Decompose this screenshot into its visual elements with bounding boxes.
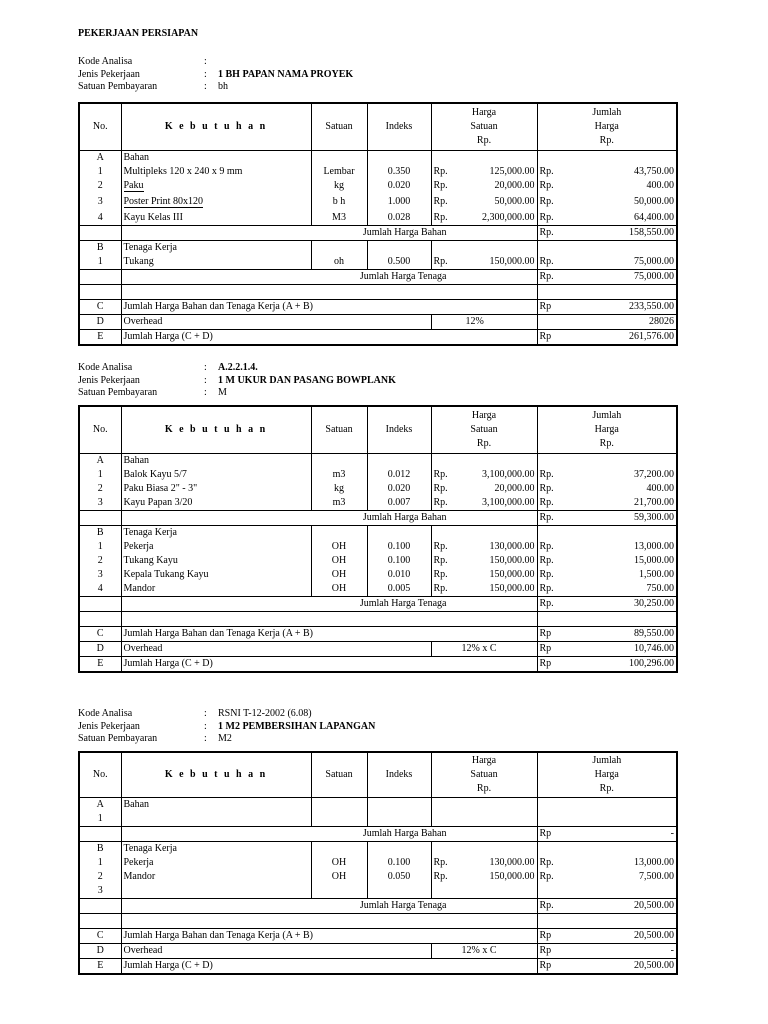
currency: Rp <box>537 959 563 975</box>
section-letter: B <box>79 241 121 256</box>
item-total: 400.00 <box>563 179 677 193</box>
table-row <box>79 812 677 827</box>
item-name: Kayu Papan 3/20 <box>121 496 311 511</box>
total-value: 89,550.00 <box>563 627 677 642</box>
overhead-value: 28026 <box>563 315 677 330</box>
currency: Rp. <box>431 165 457 179</box>
section-letter: A <box>79 798 121 813</box>
item-name: Multipleks 120 x 240 x 9 mm <box>121 165 311 179</box>
header-harga2: Harga <box>594 769 619 780</box>
subtotal-label: Jumlah Harga Tenaga <box>121 899 537 914</box>
subtotal-value: 20,500.00 <box>563 899 677 914</box>
item-total: 75,000.00 <box>563 255 677 270</box>
item-unit: Lembar <box>311 165 367 179</box>
total-c-row <box>79 627 677 642</box>
spacer-row <box>79 612 677 627</box>
header-jumlah: Jumlah <box>592 107 622 118</box>
header-satuan: Satuan <box>311 406 367 454</box>
item-price: 130,000.00 <box>457 856 537 870</box>
currency: Rp. <box>431 211 457 226</box>
item-price: 20,000.00 <box>457 482 537 496</box>
currency: Rp. <box>537 496 563 511</box>
currency: Rp. <box>431 179 457 193</box>
subtotal-value: 158,550.00 <box>563 226 677 241</box>
header-jumlah-harga <box>537 752 677 798</box>
header-indeks: Indeks <box>367 752 431 798</box>
currency: Rp. <box>431 870 457 884</box>
spacer-row <box>79 285 677 300</box>
overhead-label: Overhead <box>121 315 431 330</box>
satuan-label: Satuan Pembayaran <box>78 387 158 398</box>
item-index: 0.020 <box>367 179 431 193</box>
header-no: No. <box>79 752 121 798</box>
section-letter: D <box>79 315 121 330</box>
total-label: Jumlah Harga Bahan dan Tenaga Kerja (A + B) <box>121 627 537 642</box>
item-index: 0.350 <box>367 165 431 179</box>
section-letter: B <box>79 526 121 541</box>
item-no: 1 <box>79 255 121 270</box>
item-index: 0.010 <box>367 568 431 582</box>
currency: Rp. <box>537 211 563 226</box>
subtotal-value: 59,300.00 <box>563 511 677 526</box>
colon: : <box>204 708 207 719</box>
currency: Rp. <box>537 226 563 241</box>
subtotal-bahan-row <box>79 511 677 526</box>
kode-label: Kode Analisa <box>78 708 133 719</box>
item-total: 43,750.00 <box>563 165 677 179</box>
currency: Rp. <box>537 899 563 914</box>
header-harga: Harga <box>471 107 497 118</box>
item-price: 3,100,000.00 <box>457 468 537 482</box>
item-index: 0.012 <box>367 468 431 482</box>
currency: Rp. <box>431 856 457 870</box>
item-total: 750.00 <box>563 582 677 597</box>
subtotal-value: - <box>563 827 677 842</box>
table-row <box>79 582 677 597</box>
item-no: 3 <box>79 568 121 582</box>
section-title: Bahan <box>121 798 311 813</box>
colon: : <box>204 374 207 386</box>
item-name: Pekerja <box>121 856 311 870</box>
header-jumlah-harga <box>537 406 677 454</box>
table-row <box>79 884 677 899</box>
item-total: 13,000.00 <box>563 856 677 870</box>
item-total: 50,000.00 <box>563 193 677 211</box>
currency: Rp <box>537 330 563 346</box>
jenis-label: Jenis Pekerjaan <box>78 374 140 386</box>
header-harga2: Harga <box>594 121 619 132</box>
section-a-row <box>79 454 677 469</box>
currency: Rp. <box>537 179 563 193</box>
header-harga: Harga <box>471 755 497 766</box>
item-price: 3,100,000.00 <box>457 496 537 511</box>
currency: Rp. <box>431 468 457 482</box>
item-price: 130,000.00 <box>457 540 537 554</box>
table-row <box>79 870 677 884</box>
item-index: 0.100 <box>367 554 431 568</box>
subtotal-value: 75,000.00 <box>563 270 677 285</box>
grand-total-value: 20,500.00 <box>563 959 677 975</box>
table-row <box>79 856 677 870</box>
currency: Rp. <box>537 856 563 870</box>
satuan-label: Satuan Pembayaran <box>78 81 158 92</box>
header-satuan2: Satuan <box>470 121 498 132</box>
currency: Rp <box>537 827 563 842</box>
currency: Rp. <box>537 270 563 285</box>
table-row <box>79 496 677 511</box>
item-price: 2,300,000.00 <box>457 211 537 226</box>
subtotal-tenaga-row <box>79 899 677 914</box>
currency: Rp. <box>537 482 563 496</box>
item-name: Tukang Kayu <box>121 554 311 568</box>
jenis-value: 1 M2 PEMBERSIHAN LAPANGAN <box>218 720 376 732</box>
item-total: 7,500.00 <box>563 870 677 884</box>
currency: Rp. <box>537 870 563 884</box>
item-no: 3 <box>79 193 121 211</box>
colon: : <box>204 68 207 80</box>
item-total: 1,500.00 <box>563 568 677 582</box>
section-letter: C <box>79 627 121 642</box>
colon: : <box>204 362 207 373</box>
item-total: 64,400.00 <box>563 211 677 226</box>
currency: Rp. <box>431 193 457 211</box>
currency: Rp. <box>537 554 563 568</box>
overhead-label: Overhead <box>121 944 431 959</box>
item-name <box>121 179 311 193</box>
item-price: 150,000.00 <box>457 870 537 884</box>
section-a-row <box>79 798 677 813</box>
currency: Rp. <box>537 568 563 582</box>
overhead-percent: 12% x C <box>431 944 537 959</box>
table-row <box>79 255 677 270</box>
subtotal-label: Jumlah Harga Bahan <box>121 226 537 241</box>
header-satuan2: Satuan <box>470 769 498 780</box>
satuan-value: M2 <box>218 733 232 744</box>
jenis-label: Jenis Pekerjaan <box>78 68 140 80</box>
subtotal-bahan-row <box>79 827 677 842</box>
item-price: 150,000.00 <box>457 582 537 597</box>
header-jumlah: Jumlah <box>592 755 622 766</box>
item-name-text: Poster Print 80x120 <box>123 196 203 207</box>
jenis-label: Jenis Pekerjaan <box>78 720 140 732</box>
item-price: 150,000.00 <box>457 554 537 568</box>
currency: Rp. <box>431 568 457 582</box>
currency: Rp. <box>431 482 457 496</box>
item-no: 3 <box>79 496 121 511</box>
item-no: 2 <box>79 482 121 496</box>
total-e-row <box>79 330 677 346</box>
table-row <box>79 554 677 568</box>
grand-total-value: 261,576.00 <box>563 330 677 346</box>
analysis-meta-3 <box>78 708 678 746</box>
header-jumlah: Jumlah <box>592 410 622 421</box>
header-no: No. <box>79 103 121 151</box>
item-index: 0.020 <box>367 482 431 496</box>
table-row <box>79 179 677 193</box>
header-rp2: Rp. <box>599 438 614 449</box>
section-title: Bahan <box>121 151 311 166</box>
section-title: Tenaga Kerja <box>121 526 311 541</box>
header-harga-satuan <box>431 103 537 151</box>
subtotal-tenaga-row <box>79 270 677 285</box>
currency: Rp <box>537 944 563 959</box>
grand-total-value: 100,296.00 <box>563 657 677 673</box>
item-name: Pekerja <box>121 540 311 554</box>
item-name: Balok Kayu 5/7 <box>121 468 311 482</box>
item-name: Mandor <box>121 582 311 597</box>
currency: Rp <box>537 300 563 315</box>
section-letter: D <box>79 944 121 959</box>
total-c-row <box>79 300 677 315</box>
analysis-meta-2 <box>78 362 678 400</box>
item-no: 2 <box>79 179 121 193</box>
currency: Rp. <box>537 582 563 597</box>
total-value: 233,550.00 <box>563 300 677 315</box>
kode-label: Kode Analisa <box>78 56 133 67</box>
total-label: Jumlah Harga Bahan dan Tenaga Kerja (A + B) <box>121 300 537 315</box>
jenis-value: 1 BH PAPAN NAMA PROYEK <box>218 68 354 80</box>
table-row <box>79 540 677 554</box>
item-no: 1 <box>79 856 121 870</box>
item-index: 0.028 <box>367 211 431 226</box>
currency: Rp. <box>431 554 457 568</box>
total-e-row <box>79 959 677 975</box>
section-letter: A <box>79 151 121 166</box>
item-index: 0.050 <box>367 870 431 884</box>
header-harga: Harga <box>471 410 497 421</box>
header-kebutuhan: K e b u t u h a n <box>121 103 311 151</box>
header-jumlah-harga <box>537 103 677 151</box>
item-no: 1 <box>79 468 121 482</box>
currency: Rp. <box>537 597 563 612</box>
item-index: 0.007 <box>367 496 431 511</box>
section-title: Tenaga Kerja <box>121 842 311 857</box>
item-total: 37,200.00 <box>563 468 677 482</box>
currency: Rp. <box>431 496 457 511</box>
table-row <box>79 211 677 226</box>
item-price: 50,000.00 <box>457 193 537 211</box>
section-letter: C <box>79 300 121 315</box>
item-name-text: Paku <box>123 180 144 191</box>
grand-total-label: Jumlah Harga (C + D) <box>121 330 537 346</box>
item-unit: OH <box>311 870 367 884</box>
colon: : <box>204 81 207 92</box>
header-satuan: Satuan <box>311 103 367 151</box>
currency: Rp. <box>537 255 563 270</box>
section-a-row <box>79 151 677 166</box>
kode-label: Kode Analisa <box>78 362 133 373</box>
header-indeks: Indeks <box>367 103 431 151</box>
item-total: 21,700.00 <box>563 496 677 511</box>
subtotal-label: Jumlah Harga Bahan <box>121 511 537 526</box>
item-total: 400.00 <box>563 482 677 496</box>
currency: Rp. <box>431 582 457 597</box>
subtotal-label: Jumlah Harga Bahan <box>121 827 537 842</box>
colon: : <box>204 720 207 732</box>
header-rp2: Rp. <box>599 135 614 146</box>
item-no: 4 <box>79 582 121 597</box>
item-price: 125,000.00 <box>457 165 537 179</box>
table-row <box>79 193 677 211</box>
item-name: Tukang <box>121 255 311 270</box>
currency: Rp. <box>537 468 563 482</box>
header-kebutuhan: K e b u t u h a n <box>121 752 311 798</box>
overhead-row <box>79 315 677 330</box>
kode-value: A.2.2.1.4. <box>218 362 258 373</box>
item-no: 1 <box>79 165 121 179</box>
colon: : <box>204 56 207 67</box>
item-name: Kayu Kelas III <box>121 211 311 226</box>
header-harga-satuan <box>431 406 537 454</box>
item-total: 15,000.00 <box>563 554 677 568</box>
analysis-table-2 <box>78 405 678 673</box>
total-c-row <box>79 929 677 944</box>
item-price: 150,000.00 <box>457 255 537 270</box>
currency: Rp <box>537 642 563 657</box>
total-value: 20,500.00 <box>563 929 677 944</box>
satuan-label: Satuan Pembayaran <box>78 733 158 744</box>
section-letter: E <box>79 330 121 346</box>
item-unit: OH <box>311 582 367 597</box>
item-index: 0.500 <box>367 255 431 270</box>
overhead-value: 10,746.00 <box>563 642 677 657</box>
item-unit: OH <box>311 568 367 582</box>
currency: Rp <box>537 627 563 642</box>
item-name <box>121 193 311 211</box>
analysis-meta-1 <box>78 56 678 94</box>
header-satuan: Satuan <box>311 752 367 798</box>
section-letter: C <box>79 929 121 944</box>
overhead-row <box>79 642 677 657</box>
grand-total-label: Jumlah Harga (C + D) <box>121 657 537 673</box>
section-title: Tenaga Kerja <box>121 241 311 256</box>
overhead-percent: 12% <box>431 315 537 330</box>
analysis-table-1 <box>78 102 678 346</box>
item-no: 2 <box>79 554 121 568</box>
currency: Rp. <box>537 165 563 179</box>
currency: Rp <box>537 929 563 944</box>
header-kebutuhan: K e b u t u h a n <box>121 406 311 454</box>
item-price: 20,000.00 <box>457 179 537 193</box>
item-unit: M3 <box>311 211 367 226</box>
item-unit: OH <box>311 540 367 554</box>
subtotal-value: 30,250.00 <box>563 597 677 612</box>
section-letter: E <box>79 657 121 673</box>
item-unit: OH <box>311 856 367 870</box>
subtotal-tenaga-row <box>79 597 677 612</box>
item-unit: kg <box>311 482 367 496</box>
header-harga-satuan <box>431 752 537 798</box>
table-row <box>79 568 677 582</box>
table-row <box>79 482 677 496</box>
overhead-label: Overhead <box>121 642 431 657</box>
total-label: Jumlah Harga Bahan dan Tenaga Kerja (A + B) <box>121 929 537 944</box>
currency: Rp <box>537 657 563 673</box>
overhead-percent: 12% x C <box>431 642 537 657</box>
section-letter: D <box>79 642 121 657</box>
item-index: 1.000 <box>367 193 431 211</box>
item-index: 0.100 <box>367 540 431 554</box>
currency: Rp. <box>537 193 563 211</box>
item-no: 1 <box>79 812 121 827</box>
page-title: PEKERJAAN PERSIAPAN <box>78 28 199 39</box>
subtotal-label: Jumlah Harga Tenaga <box>121 597 537 612</box>
header-indeks: Indeks <box>367 406 431 454</box>
header-no: No. <box>79 406 121 454</box>
header-rp: Rp. <box>476 135 492 146</box>
item-total: 13,000.00 <box>563 540 677 554</box>
header-rp: Rp. <box>476 783 492 794</box>
item-index: 0.005 <box>367 582 431 597</box>
item-unit: m3 <box>311 496 367 511</box>
section-b-row <box>79 241 677 256</box>
satuan-value: M <box>218 387 227 398</box>
currency: Rp. <box>431 540 457 554</box>
colon: : <box>204 733 207 744</box>
satuan-value: bh <box>218 81 228 92</box>
header-satuan2: Satuan <box>470 424 498 435</box>
total-e-row <box>79 657 677 673</box>
spacer-row <box>79 914 677 929</box>
item-unit: b h <box>311 193 367 211</box>
item-index: 0.100 <box>367 856 431 870</box>
item-no: 1 <box>79 540 121 554</box>
colon: : <box>204 387 207 398</box>
item-unit: m3 <box>311 468 367 482</box>
overhead-value: - <box>563 944 677 959</box>
subtotal-bahan-row <box>79 226 677 241</box>
header-rp2: Rp. <box>599 783 614 794</box>
item-no: 3 <box>79 884 121 899</box>
header-rp: Rp. <box>476 438 492 449</box>
item-no: 2 <box>79 870 121 884</box>
grand-total-label: Jumlah Harga (C + D) <box>121 959 537 975</box>
table-row <box>79 468 677 482</box>
item-unit: oh <box>311 255 367 270</box>
section-letter: B <box>79 842 121 857</box>
currency: Rp. <box>537 540 563 554</box>
item-name: Mandor <box>121 870 311 884</box>
section-title: Bahan <box>121 454 311 469</box>
section-b-row <box>79 842 677 857</box>
item-unit: OH <box>311 554 367 568</box>
section-b-row <box>79 526 677 541</box>
header-harga2: Harga <box>594 424 619 435</box>
overhead-row <box>79 944 677 959</box>
item-name: Kepala Tukang Kayu <box>121 568 311 582</box>
item-price: 150,000.00 <box>457 568 537 582</box>
item-name: Paku Biasa 2" - 3" <box>121 482 311 496</box>
kode-value: RSNI T-12-2002 (6.08) <box>218 708 312 719</box>
item-no: 4 <box>79 211 121 226</box>
analysis-table-3 <box>78 751 678 975</box>
currency: Rp. <box>431 255 457 270</box>
subtotal-label: Jumlah Harga Tenaga <box>121 270 537 285</box>
section-letter: E <box>79 959 121 975</box>
item-unit: kg <box>311 179 367 193</box>
currency: Rp. <box>537 511 563 526</box>
table-row <box>79 165 677 179</box>
section-letter: A <box>79 454 121 469</box>
jenis-value: 1 M UKUR DAN PASANG BOWPLANK <box>218 374 396 386</box>
